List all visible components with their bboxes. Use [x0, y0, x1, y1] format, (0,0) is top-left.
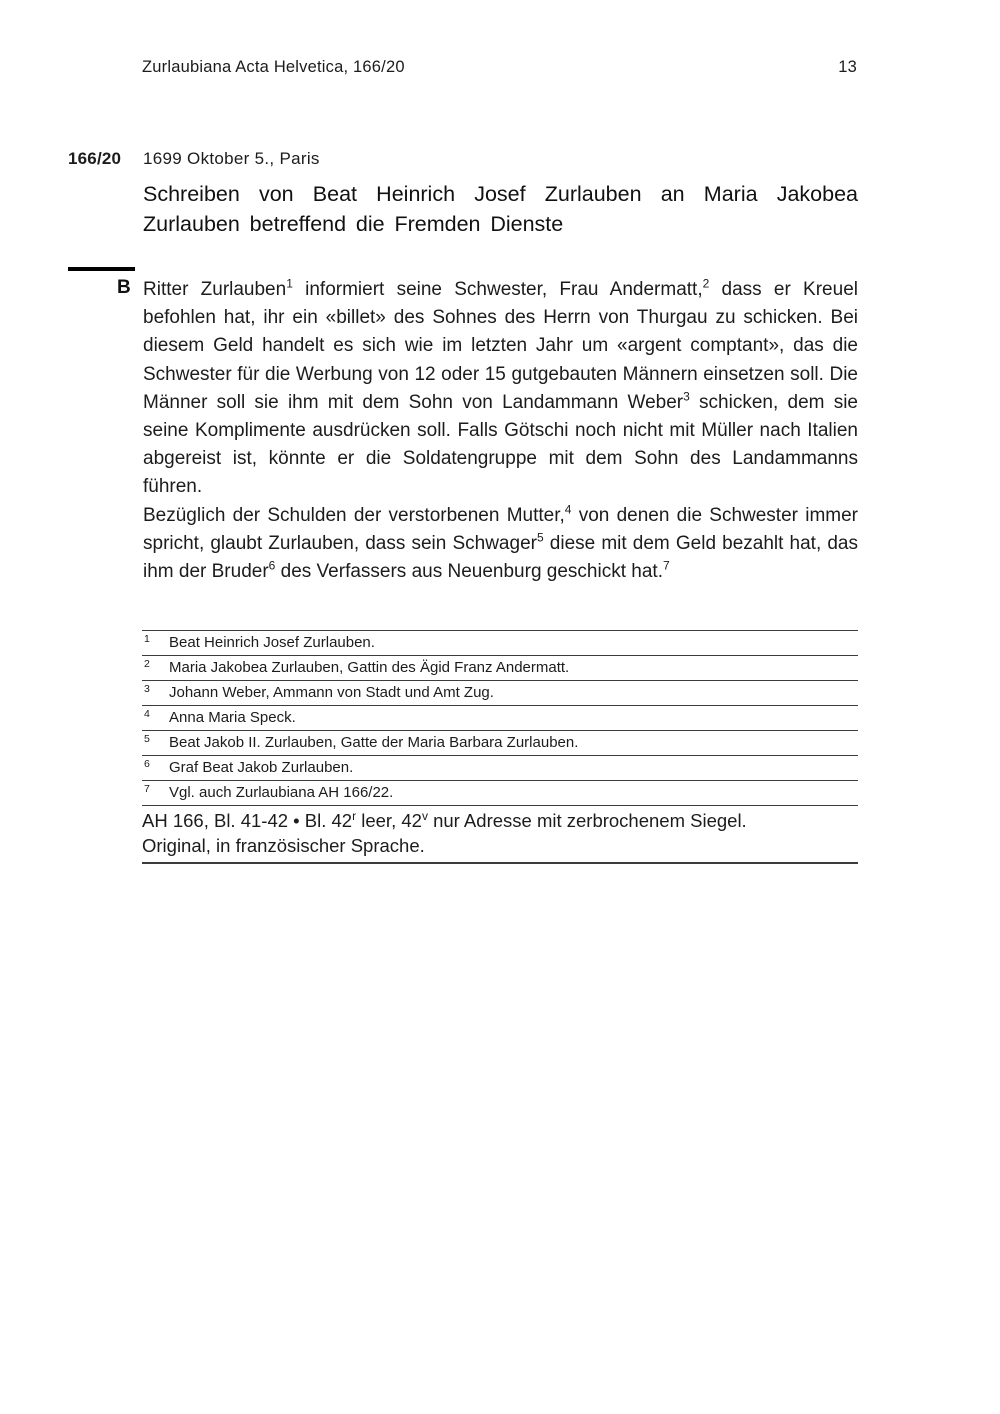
entry-number: 166/20 [68, 149, 122, 168]
source-line: Original, in französischer Sprache. [142, 834, 425, 856]
footnote-row [142, 655, 858, 680]
footnote-text: Maria Jakobea Zurlauben, Gattin des Ägid Franz Andermatt. [169, 659, 570, 676]
footnote-marker: 5 [536, 530, 544, 545]
footnote-number: 5 [144, 733, 150, 745]
footnote-number: 7 [144, 783, 150, 795]
regest-paragraph: Ritter Zurlauben$^1$ informiert seine Schwester, Frau Andermatt,$^2$ dass er Kreuel befohlen hat, ihr ein «billet» des Sohnes des Herrn von Thurgau zu schicken. Bei diesem Geld handelt es sich wie im letzten Jahr um «argent comptant», das die Schwester für die Werbung von 12 oder 15 gutgebauten Männern einsetzen soll. Die Männer soll sie ihm mit dem Sohn von Landammann Weber$^3$ schicken, dem sie seine Komplimente ausdrücken soll. Falls Götschi noch nicht mit Müller nach Italien abgereist ist, könnte er die Soldatengruppe mit dem Sohn des Landammanns führen. [143, 276, 858, 498]
footnote-marker: 1 [286, 276, 293, 291]
entry-heading [68, 149, 857, 169]
footnote-text: Anna Maria Speck. [169, 709, 296, 726]
regest-body [143, 276, 858, 586]
footnote-row [142, 680, 858, 705]
footnote-marker: 3 [683, 389, 690, 404]
regest-divider-rule [68, 267, 135, 271]
running-header [142, 58, 857, 77]
footnote-marker: 6 [268, 558, 276, 573]
footnote-text: Vgl. auch Zurlaubiana AH 166/22. [169, 784, 394, 801]
footnote-row [142, 730, 858, 755]
footnote-row [142, 630, 858, 655]
source-line: AH 166, Bl. 41-42 • Bl. 42$^r$ leer, 42$^v$ nur Adresse mit zerbrochenem Siegel. [142, 808, 747, 831]
entry-title: Schreiben von Beat Heinrich Josef Zurlauben an Maria Jakobea Zurlauben betreffend die Fremden Dienste [143, 182, 858, 236]
regest-marker: B [117, 277, 131, 298]
regest-paragraph: Bezüglich der Schulden der verstorbenen Mutter,$^4$ von denen die Schwester immer spricht, glaubt Zurlauben, dass sein Schwager$^5$ diese mit dem Geld bezahlt hat, das ihm der Bruder$^6$ des Verfassers aus Neuenburg geschickt hat.$^7$ [143, 502, 859, 583]
footnote-text: Johann Weber, Ammann von Stadt und Amt Zug. [169, 684, 494, 701]
page-number: 13 [838, 58, 857, 76]
footnote-text: Beat Jakob II. Zurlauben, Gatte der Maria Barbara Zurlauben. [169, 734, 579, 751]
footnote-row [142, 755, 858, 780]
footnote-marker: 7 [662, 558, 670, 573]
footnote-text: Graf Beat Jakob Zurlauben. [169, 759, 354, 776]
entry-dateline: 1699 Oktober 5., Paris [143, 149, 320, 168]
footnote-number: 2 [144, 658, 150, 670]
footnote-number: 4 [144, 708, 150, 720]
footnote-row [142, 705, 858, 730]
footnote-row [142, 780, 858, 805]
source-block [142, 805, 858, 864]
footnote-marker: 4 [564, 502, 572, 517]
footnote-number: 3 [144, 683, 150, 695]
footnote-marker: 2 [702, 276, 710, 291]
footnote-number: 1 [144, 633, 150, 645]
footnote-number: 6 [144, 758, 150, 770]
footnotes-block [142, 630, 858, 805]
running-header-journal: Zurlaubiana Acta Helvetica, 166/20 [142, 58, 405, 76]
footnote-text: Beat Heinrich Josef Zurlauben. [169, 634, 375, 651]
footnote-marker: v [421, 808, 428, 823]
footnote-marker: r [352, 808, 357, 823]
